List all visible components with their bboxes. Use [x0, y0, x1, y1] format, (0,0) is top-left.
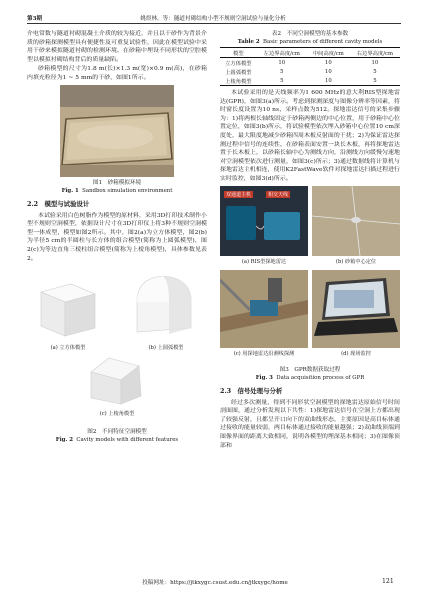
figure1-caption-en — [27, 187, 207, 195]
table-row — [220, 58, 400, 68]
figure3-grid — [220, 186, 400, 364]
figure3-caption-en — [220, 374, 400, 382]
site-monitor-image — [312, 270, 400, 348]
table2-title-en — [220, 38, 400, 46]
header-rule — [27, 23, 401, 24]
panel-gpr-scanning — [220, 270, 308, 348]
table-cell: 5 — [373, 68, 377, 75]
table-row — [220, 76, 400, 86]
table2-label: Table 2 — [237, 39, 260, 45]
figure3-caption-zh: 图3 GPR数据获取过程 — [279, 366, 341, 373]
sandbox-center-image — [312, 186, 400, 256]
caption-arc-model: (b) 上圆弧模型 — [148, 345, 184, 352]
table-cell: 10 — [324, 77, 332, 84]
table-cell: 5 — [280, 68, 284, 75]
label-antenna: 相交天线 — [268, 191, 289, 198]
figure1-caption-zh: 图1 砂箱模拟环境 — [92, 179, 142, 186]
arc-model-image — [129, 272, 201, 342]
gpr-scanning-image — [220, 270, 308, 348]
label-dual-channel-host: 双通道主机 — [226, 191, 252, 198]
table-header-cell: 中间高度/cm — [312, 50, 344, 57]
right-column — [220, 30, 400, 451]
figure2-models — [27, 264, 207, 416]
running-title: 姚煜林，等：隧道衬砌结构小型不规则空洞试验与量化分析 — [140, 16, 286, 22]
issue-number: 第3期 — [27, 16, 43, 22]
section-2-3-heading: 2.3 信号处理与分析 — [220, 386, 283, 395]
table-cell: 10 — [371, 59, 379, 66]
table2-title-zh: 表2 不同空洞模型的基本参数 — [271, 31, 349, 37]
cavity-parameters-table — [220, 47, 400, 86]
table-cell: 10 — [324, 68, 332, 75]
table-cell: 5 — [373, 77, 377, 84]
paragraph-gpr-procedure: 本试验采用的是天线频率为1 600 MHz的意大利RIS型探地雷达(GPR)，如图3(a)所示。考虑到探测深度与图像分辨率等因素，将时窗长度设置为10 ns，采样点数为512。探地雷达信号的采集步骤为：1)将两根长轴线固定于砂箱两侧边的中心位置，用于砂箱中心位置定位，如图3(b)所示，将试验模型依次埋入砂箱中心位置10 cm深度处，最大限度地减少砂箱四周木板反射面的干扰；2)为保证雷达探测过程中信号的连续性，在砂箱表面安置一块长木板，再将探地雷达置于长木板上，以砂箱长轴中心为测线方向，沿测线方向缓慢匀速地对空洞模型依次进行测量，如图3(c)所示；3)通过数据线将计算机与探地雷达主机相连，使用K2FastWave软件对探地雷达扫描过程进行实时监控，如图3(d)所示。 — [220, 90, 400, 182]
table-cell: 上圆弧模型 — [225, 69, 252, 76]
cube-model-image — [33, 272, 103, 342]
section-2-2-heading: 2.2 模型与试验设计 — [27, 199, 90, 208]
paragraph-model-design: 本试验采用白色树脂作为模型的原材料，采用3D打印技术制作小型不规则空洞模型，依据设计尺寸在3D打印仪上将3种不规则空洞模型一体成型，模型如图2所示。其中，图2(a)为立方体模型，图2(b)为半径5 cm的半圆柱与长方体的组合模型(简称为上圆弧模型)，图2(c)为等边直角三棱柱组合模型(简称为上棱角模型)，具体参数见表2。 — [27, 212, 207, 262]
table-header-cell: 模型 — [233, 50, 244, 57]
paragraph-sandbox-size: 砂箱模型的尺寸为1.8 m(长)×1.3 m(宽)×0.9 m(高)，在砂箱内填充粒径为1 ~ 5 mm的干砂，如图1所示。 — [27, 66, 207, 81]
left-column — [27, 30, 207, 444]
figure3-caption-text: Data acquisition process of GPR — [276, 374, 365, 381]
sandbox-photo-image — [60, 85, 174, 177]
figure2-caption-zh: 图2 不同特征空洞模型 — [87, 429, 147, 436]
table-cell: 10 — [278, 59, 286, 66]
caption-panel-a: (a) RIS型探地雷达 — [241, 258, 287, 265]
paragraph-sand-medium: 介电常数与隧道衬砌混凝土介质的较为接近，并且以干砂作为背景介质的砂箱探测模型具有便捷性及可重复试验性，因此在模型试验中采用干砂来模拟隧道衬砌的检测环境。在砂箱中埋设不同形状的空腔模型以模拟衬砌结构背后的质量缺陷。 — [27, 31, 207, 63]
table-cell: 5 — [280, 77, 284, 84]
table-header-cell: 右边界高度/cm — [356, 50, 394, 57]
figure2-label: Fig. 2 — [55, 437, 73, 444]
table2-title-text: Basic parameters of different cavity models — [263, 39, 383, 45]
caption-panel-b: (b) 砂箱中心定位 — [335, 258, 377, 265]
caption-panel-d: (d) 现场监控 — [341, 350, 371, 357]
caption-cube-model: (a) 立方体模型 — [50, 345, 86, 352]
caption-panel-c: (c) 用探地雷达沿测线探测 — [233, 350, 295, 357]
panel-site-monitor — [312, 270, 400, 348]
footer-submission-url: 投稿网址：https://jtkxygc.csust.edu.cn/jtkxygc/home — [142, 580, 288, 586]
table-row — [220, 67, 400, 76]
figure1-caption-text: Sandbox simulation environment — [82, 187, 173, 194]
panel-sandbox-center — [312, 186, 400, 256]
caption-angle-model: (c) 上棱角模型 — [99, 411, 135, 418]
sandbox-photo — [60, 85, 174, 177]
page-number: 121 — [382, 578, 394, 585]
figure2-caption-text: Cavity models with different features — [76, 437, 179, 444]
table-cell: 10 — [324, 59, 332, 66]
figure3-label: Fig. 3 — [255, 374, 273, 381]
angle-model-image — [83, 352, 149, 408]
table-header-row — [220, 48, 400, 58]
paragraph-signal-analysis: 经过多次测量，得到不同形状空洞模型的探地雷达原始信号时间剖面图，通过分析发现以下共性：1)探地雷达信号在空洞上方都出现了较强反射，且都呈开口向下的双曲线形态，主要原因是高目标体通过接收的能量较弱，两目标体通过接收的能量越强；2)双曲线顶端到图像界面的距离大致相同，说明各模型的埋深基本相同；3)在图像顶部和 — [220, 399, 400, 449]
figure1-label: Fig. 1 — [61, 187, 79, 194]
table-header-cell: 左边界高度/cm — [263, 50, 300, 57]
panel-gpr-device — [220, 186, 308, 256]
table-cell: 上棱角模型 — [225, 78, 252, 85]
table-cell: 立方体模型 — [225, 60, 252, 67]
